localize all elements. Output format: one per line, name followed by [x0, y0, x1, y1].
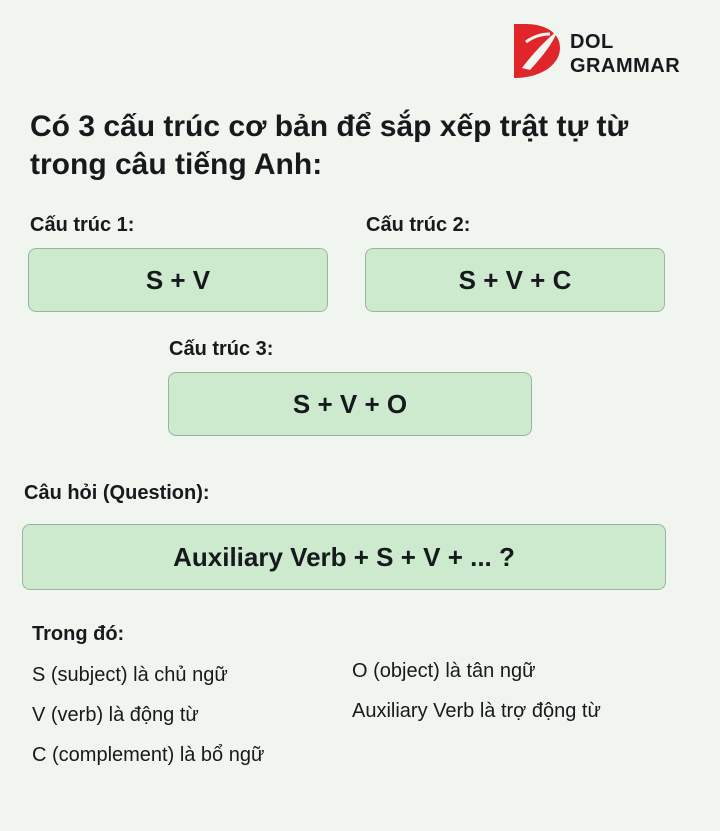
headline: Có 3 cấu trúc cơ bản để sắp xếp trật tự từ trong câu tiếng Anh: [30, 110, 629, 181]
brand-line2: GRAMMAR [570, 55, 681, 77]
structure-2-formula: S + V + C [458, 264, 572, 295]
structure-2-label: Cấu trúc 2: [366, 214, 471, 236]
note-subject: S (subject) là chủ ngữ [32, 664, 228, 686]
note-complement: C (complement) là bổ ngữ [32, 744, 265, 766]
structure-1-box [28, 248, 328, 312]
note-auxiliary: Auxiliary Verb là trợ động từ [352, 700, 601, 722]
note-verb: V (verb) là động từ [32, 704, 199, 726]
note-object: O (object) là tân ngữ [352, 660, 536, 682]
structure-1-label: Cấu trúc 1: [30, 214, 135, 236]
structure-3-label: Cấu trúc 3: [169, 338, 274, 360]
brand-logo [512, 22, 692, 80]
notes-title: Trong đó: [32, 623, 125, 645]
question-formula: Auxiliary Verb + S + V + ... ? [173, 541, 515, 572]
brand-name [570, 30, 680, 78]
question-label: Câu hỏi (Question): [24, 482, 210, 504]
structure-3-formula: S + V + O [292, 388, 408, 419]
question-box [22, 524, 666, 590]
structure-1-formula: S + V [145, 264, 211, 295]
dol-logo-icon [512, 22, 562, 80]
brand-line1: DOL [570, 31, 614, 53]
structure-2-box [365, 248, 665, 312]
structure-3-box [168, 372, 532, 436]
